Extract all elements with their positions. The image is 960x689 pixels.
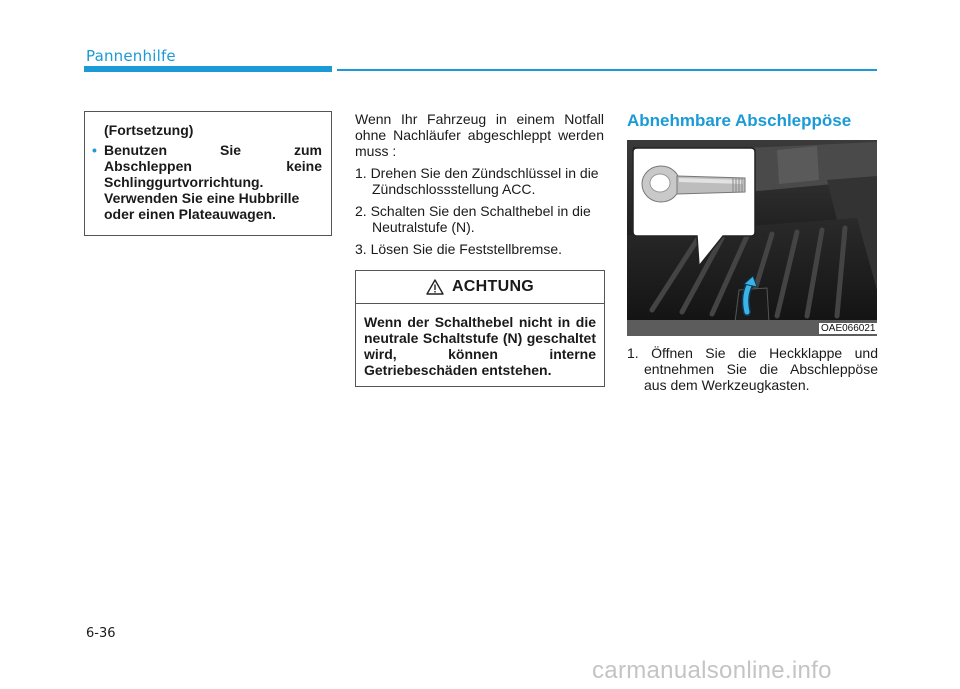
- caution-text: Wenn der Schalthebel nicht in die neutrale Schaltstufe (N) geschaltet wird, können interne Getriebeschäden entstehen.: [364, 314, 596, 378]
- bullet-line-3: Schlinggurtvorrichtung.: [104, 174, 264, 190]
- watermark: carmanualsonline.info: [592, 657, 832, 684]
- page-number: 6-36: [86, 626, 116, 641]
- headrest: [777, 146, 819, 184]
- continuation-heading: (Fortsetzung): [104, 122, 194, 138]
- step-1: 1. Drehen Sie den Zündschlüssel in die Zündschlossstellung ACC.: [355, 165, 599, 197]
- step-2: 2. Schalten Sie den Schalthebel in die Neutralstufe (N).: [355, 203, 591, 235]
- caution-box: [355, 270, 605, 387]
- header-rule-thick: [84, 66, 332, 72]
- bullet-line-4: Verwenden Sie eine Hubbrille: [104, 190, 300, 206]
- caution-title: ACHTUNG: [451, 278, 535, 295]
- section-title: Pannenhilfe: [86, 47, 176, 65]
- towing-eye-step-1: 1. Öffnen Sie die Heckklappe und entnehmen Sie die Abschleppöse aus dem Werkzeugkasten.: [627, 345, 878, 393]
- bullet-line-5: oder einen Plateauwagen.: [104, 206, 276, 222]
- caution-header: [356, 271, 604, 304]
- tool-compartment: [735, 288, 769, 322]
- bullet-line-1: [104, 142, 322, 158]
- bullet-line-2: Abschleppen keine: [104, 158, 322, 174]
- continuation-bullet: [104, 142, 322, 222]
- image-code-label: OAE066021: [821, 323, 876, 334]
- step-3: 3. Lösen Sie die Feststellbremse.: [355, 241, 562, 257]
- bullet-line-1-text: • Benutzen Sie zum: [104, 142, 322, 158]
- trunk-photo: [627, 140, 877, 336]
- warning-triangle-icon: [426, 279, 444, 295]
- header-rule-thin: [337, 69, 877, 71]
- middle-column: [355, 111, 604, 263]
- continuation-box: [84, 111, 332, 236]
- towing-eye-title: Abnehmbare Abschleppöse: [627, 111, 852, 130]
- intro-paragraph: Wenn Ihr Fahrzeug in einem Notfall ohne Nachläufer abgeschleppt werden muss :: [355, 111, 604, 159]
